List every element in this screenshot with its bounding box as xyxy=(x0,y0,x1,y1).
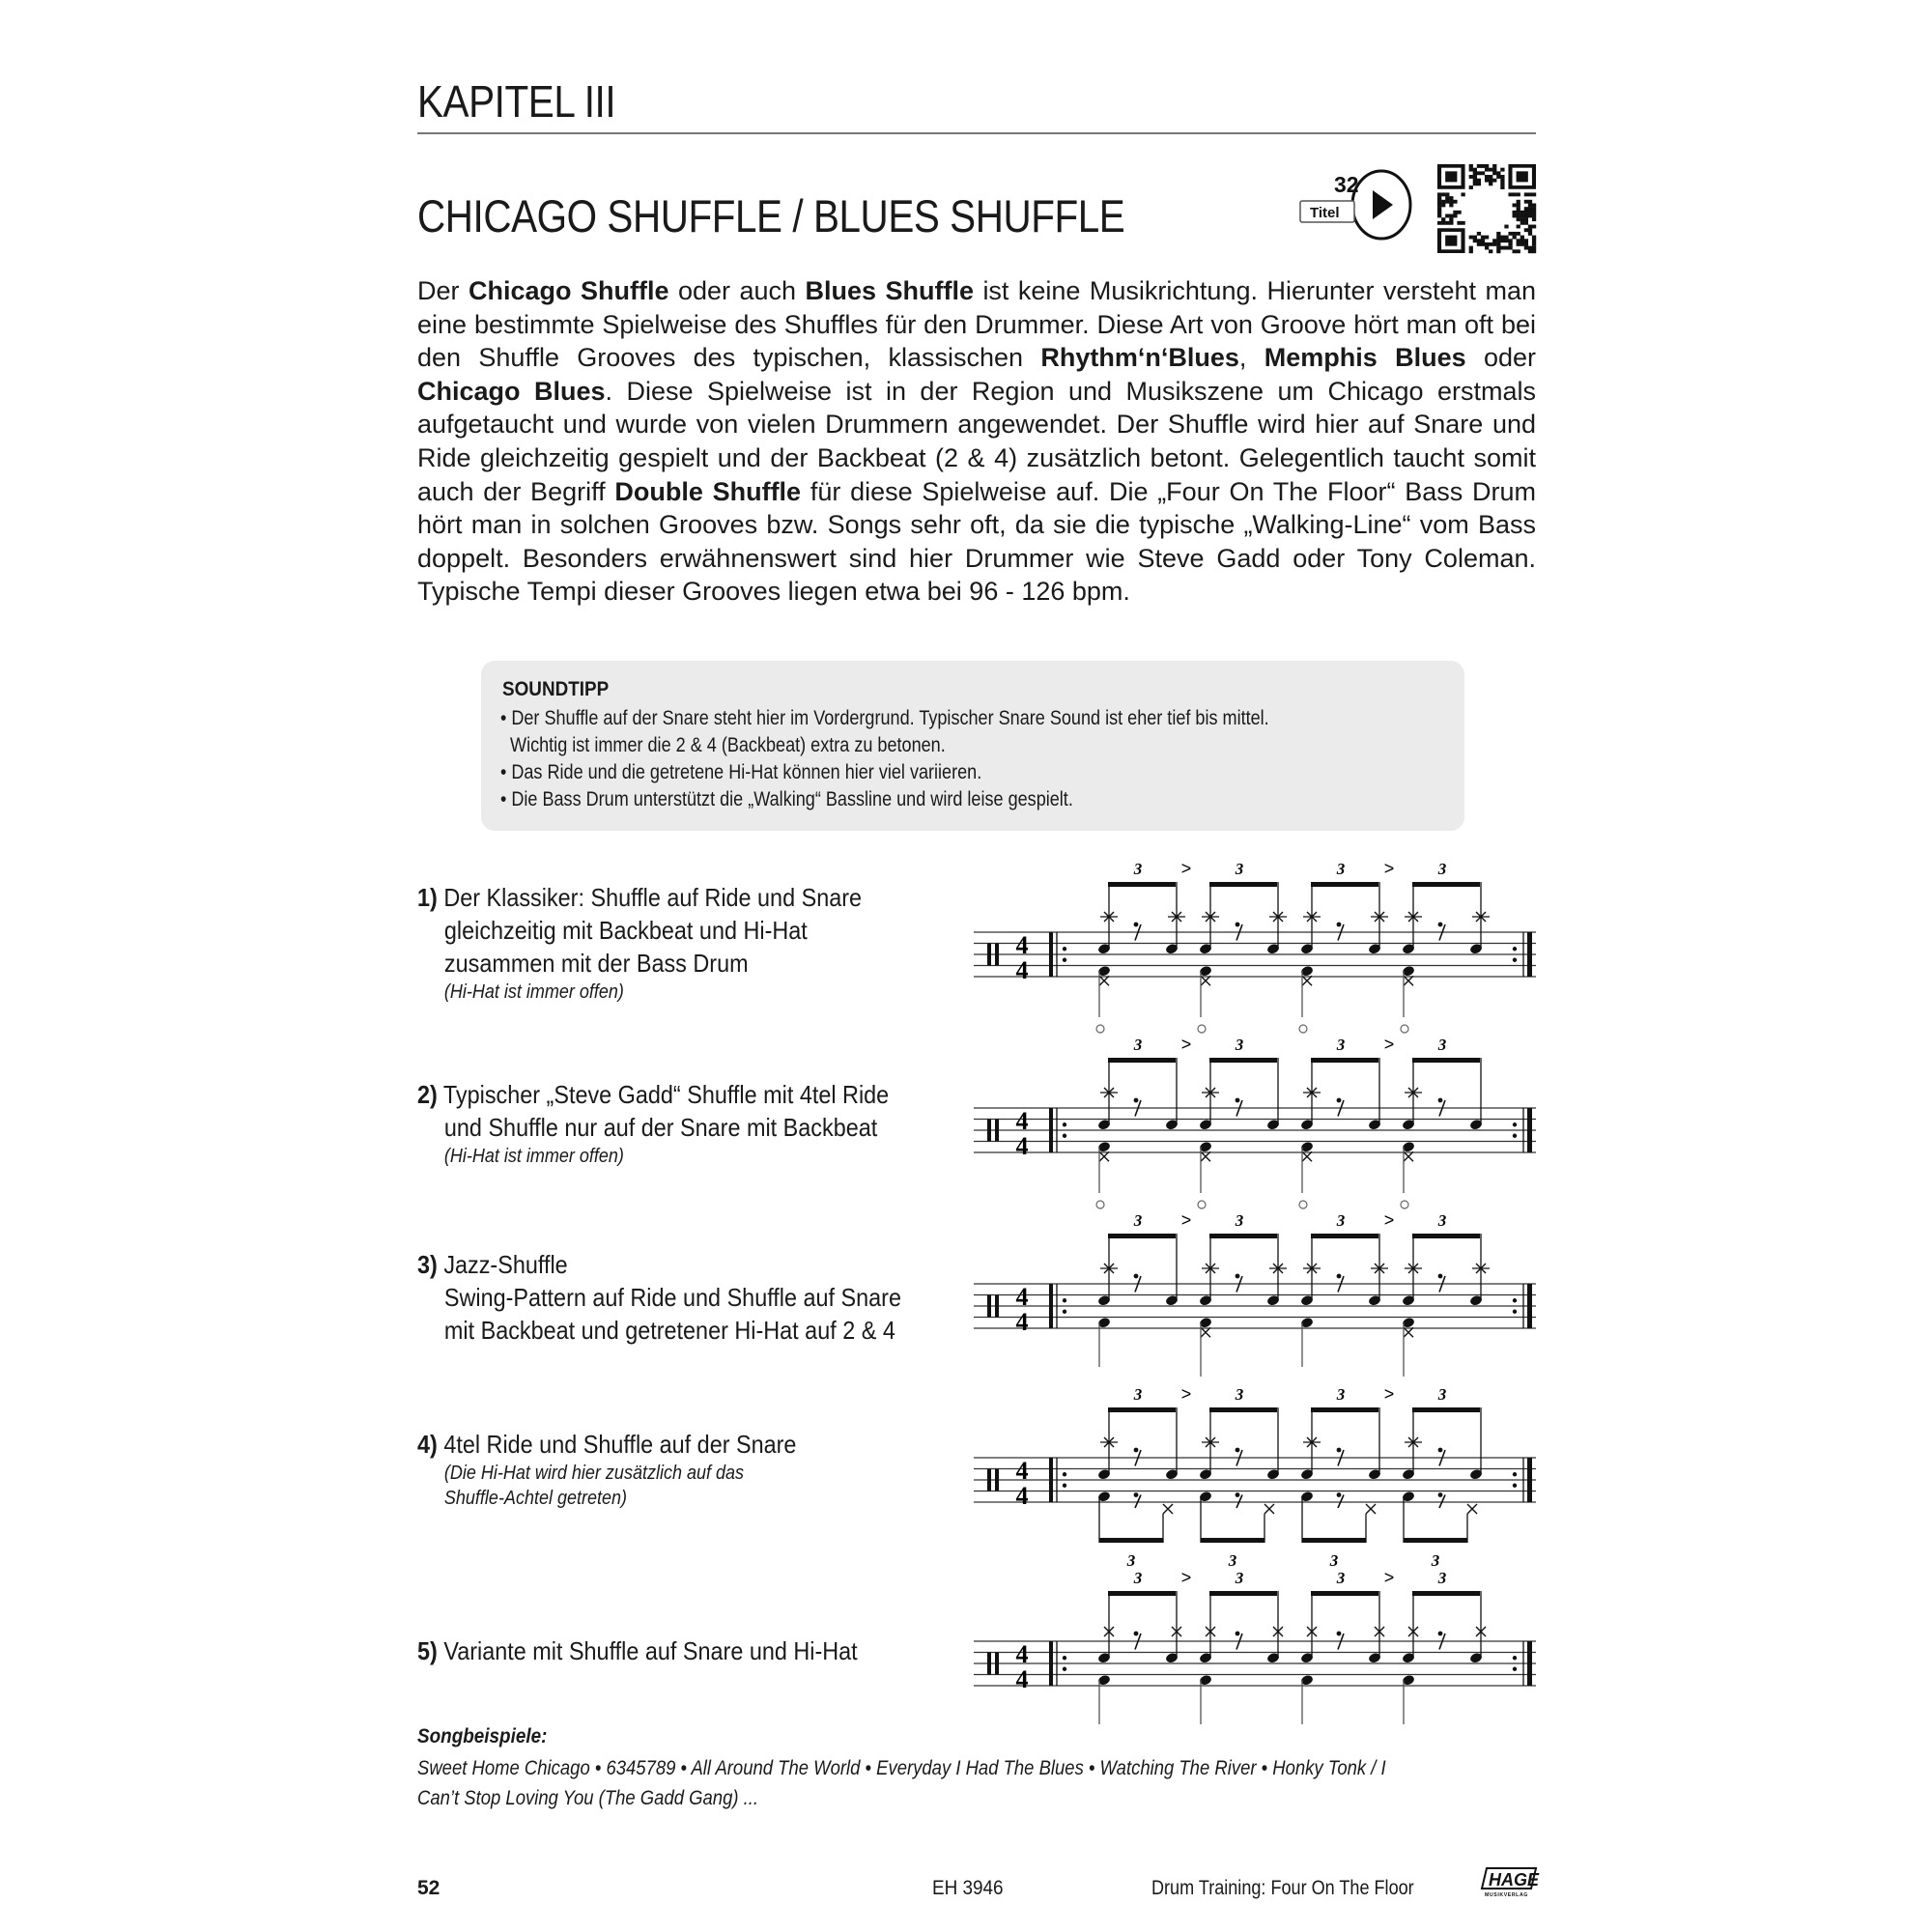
time-signature-bottom: 4 xyxy=(1015,956,1029,984)
edition-code: EH 3946 xyxy=(932,1877,1004,1899)
intro-bold-term: Chicago Blues xyxy=(417,376,606,406)
soundtip-line: Wichtig ist immer die 2 & 4 (Backbeat) extra zu betonen. xyxy=(500,734,946,756)
exercise-text: Swing-Pattern auf Ride und Shuffle auf Snare xyxy=(443,1283,901,1312)
beam xyxy=(1209,1234,1277,1238)
exercise-text: 4tel Ride und Shuffle auf der Snare xyxy=(443,1430,797,1459)
time-signature-bottom: 4 xyxy=(1015,1665,1029,1693)
repeat-end-thick xyxy=(1527,1284,1532,1328)
page-number: 52 xyxy=(417,1877,440,1899)
repeat-dot xyxy=(1063,1122,1066,1126)
time-signature-top: 4 xyxy=(1015,1640,1029,1668)
chapter-divider xyxy=(417,132,1536,134)
repeat-dot xyxy=(1513,1667,1517,1671)
eighth-rest xyxy=(1236,1492,1240,1497)
open-hihat-symbol xyxy=(1096,1201,1104,1208)
exercise-text: Variante mit Shuffle auf Snare und Hi-Hat xyxy=(443,1636,858,1665)
repeat-dot xyxy=(1063,1484,1066,1488)
eighth-rest xyxy=(1134,1274,1139,1279)
beam xyxy=(1209,1407,1277,1412)
eighth-rest xyxy=(1134,923,1139,927)
tuplet-number: 3 xyxy=(1431,1551,1440,1570)
accent-mark: > xyxy=(1383,859,1395,878)
beam xyxy=(1412,1234,1480,1238)
repeat-end-thick xyxy=(1527,932,1532,977)
percussion-clef xyxy=(995,1653,999,1675)
exercise-4-label xyxy=(417,1428,796,1511)
tuplet-number: 3 xyxy=(1437,1211,1447,1230)
eighth-rest xyxy=(1337,1274,1342,1279)
time-signature-top: 4 xyxy=(1015,931,1029,959)
beam xyxy=(1108,1058,1176,1063)
tuplet-number: 3 xyxy=(1329,1551,1339,1570)
tuplet-number: 3 xyxy=(1336,1036,1346,1054)
eighth-rest xyxy=(1337,1448,1342,1453)
beam xyxy=(1311,1591,1378,1596)
repeat-dot xyxy=(1513,947,1517,951)
repeat-dot xyxy=(1063,1656,1066,1660)
exercise-text: Der Klassiker: Shuffle auf Ride und Snare xyxy=(443,883,863,912)
intro-text: Der xyxy=(417,276,469,305)
eighth-rest xyxy=(1438,1448,1443,1453)
percussion-clef xyxy=(987,1469,991,1492)
eighth-rest xyxy=(1337,1632,1342,1636)
eighth-rest xyxy=(1236,1448,1240,1453)
exercise-number: 2) xyxy=(417,1080,438,1109)
repeat-end-thick xyxy=(1527,1458,1532,1502)
percussion-clef xyxy=(995,944,999,966)
eighth-rest xyxy=(1337,923,1342,927)
repeat-start-thick xyxy=(1049,1284,1053,1328)
eighth-rest xyxy=(1236,1098,1240,1103)
exercise-number: 3) xyxy=(417,1250,438,1279)
beam xyxy=(1412,1591,1480,1596)
eighth-rest xyxy=(1438,1632,1443,1636)
repeat-start-thick xyxy=(1049,1108,1053,1152)
eighth-rest xyxy=(1236,923,1240,927)
beam xyxy=(1201,1538,1264,1543)
eighth-rest xyxy=(1236,1632,1240,1636)
repeat-dot xyxy=(1513,1484,1517,1488)
repeat-end-thick xyxy=(1527,1108,1532,1152)
exercise-text: Typischer „Steve Gadd“ Shuffle mit 4tel Ride xyxy=(442,1080,890,1109)
repeat-dot xyxy=(1513,1310,1517,1314)
exercise-5-label xyxy=(417,1634,858,1667)
exercise-3-label xyxy=(417,1248,901,1347)
accent-mark: > xyxy=(1180,859,1192,878)
audio-track-button[interactable] xyxy=(1293,166,1418,243)
intro-bold-term: Memphis Blues xyxy=(1264,343,1466,373)
intro-text: . Diese Spielweise ist in der Region und Musikszene um Chicago erstmals aufgetaucht und wurde von vielen Drummern angewendet. Der Shuffle wird hier auf Snare und Ride gleichzeitig gespielt und der Backbeat (2 & 4) zusätzlich betont. Gelegentlich taucht somit auch der Begriff xyxy=(417,376,1536,506)
open-hihat-symbol xyxy=(1299,1025,1307,1033)
open-hihat-symbol xyxy=(1198,1201,1206,1208)
open-hihat-symbol xyxy=(1096,1025,1104,1033)
tuplet-number: 3 xyxy=(1437,1569,1447,1587)
tuplet-number: 3 xyxy=(1133,1036,1143,1054)
exercise-note: (Hi-Hat ist immer offen) xyxy=(443,981,624,1003)
open-hihat-symbol xyxy=(1401,1201,1408,1208)
exercise-text: gleichzeitig mit Backbeat und Hi-Hat xyxy=(443,916,808,945)
exercise-text: mit Backbeat und getretener Hi-Hat auf 2 & 4 xyxy=(443,1316,895,1345)
repeat-end-thick xyxy=(1527,1641,1532,1686)
repeat-dot xyxy=(1513,1656,1517,1660)
beam xyxy=(1311,1407,1378,1412)
beam xyxy=(1108,1591,1176,1596)
time-signature-bottom: 4 xyxy=(1015,1482,1029,1510)
songs-heading: Songbeispiele: xyxy=(417,1725,548,1747)
tuplet-number: 3 xyxy=(1133,1385,1143,1404)
intro-bold-term: Rhythm‘n‘Blues xyxy=(1040,343,1239,373)
page-title: CHICAGO SHUFFLE / BLUES SHUFFLE xyxy=(417,190,1125,242)
intro-text: ist keine Musikrichtung. Hierunter versteht man eine bestimmte Spielweise des Shuffles für den Drummer. Diese Art von Groove hört man oft bei den Shuffle Grooves des typischen, klassischen xyxy=(417,276,1537,373)
logo-subtext: MUSIKVERLAG xyxy=(1485,1892,1528,1898)
beam xyxy=(1412,1058,1480,1063)
tuplet-number: 3 xyxy=(1336,1569,1346,1587)
exercise-note: (Hi-Hat ist immer offen) xyxy=(443,1146,624,1167)
book-title: Drum Training: Four On The Floor xyxy=(1151,1877,1414,1899)
repeat-dot xyxy=(1063,1310,1066,1314)
repeat-dot xyxy=(1513,958,1517,962)
beam xyxy=(1404,1538,1467,1543)
repeat-dot xyxy=(1063,958,1066,962)
songs-list: Sweet Home Chicago • 6345789 • All Around The World • Everyday I Had The Blues • Watching The River • Honky Tonk / I Can’t Stop Loving You (The Gadd Gang) ... xyxy=(417,1757,1386,1809)
accent-mark: > xyxy=(1180,1568,1192,1587)
exercise-text: zusammen mit der Bass Drum xyxy=(443,949,749,978)
time-signature-top: 4 xyxy=(1015,1283,1029,1311)
tuplet-number: 3 xyxy=(1437,1036,1447,1054)
open-hihat-symbol xyxy=(1198,1025,1206,1033)
play-icon xyxy=(1352,171,1410,239)
track-number: 32 xyxy=(1334,172,1359,197)
percussion-clef xyxy=(995,1295,999,1318)
exercise-1-label xyxy=(417,881,862,1005)
exercise-note: (Die Hi-Hat wird hier zusätzlich auf das xyxy=(443,1463,745,1484)
beam xyxy=(1108,882,1176,887)
exercise-note: Shuffle-Achtel getreten) xyxy=(443,1488,628,1509)
exercise-number: 4) xyxy=(417,1430,438,1459)
repeat-dot xyxy=(1513,1298,1517,1302)
beam xyxy=(1209,1591,1277,1596)
beam xyxy=(1311,882,1378,887)
intro-paragraph xyxy=(417,274,1536,609)
time-signature-top: 4 xyxy=(1015,1457,1029,1485)
accent-mark: > xyxy=(1180,1384,1192,1404)
intro-text: oder auch xyxy=(668,276,806,305)
beam xyxy=(1209,1058,1277,1063)
drum-notation-3 xyxy=(974,1211,1538,1376)
eighth-rest xyxy=(1337,1492,1342,1497)
accent-mark: > xyxy=(1383,1035,1395,1054)
chapter-heading: KAPITEL III xyxy=(417,76,616,127)
tuplet-number: 3 xyxy=(1133,1569,1143,1587)
eighth-rest xyxy=(1438,1274,1443,1279)
beam xyxy=(1099,1538,1163,1543)
repeat-dot xyxy=(1063,947,1066,951)
accent-mark: > xyxy=(1180,1035,1192,1054)
repeat-dot xyxy=(1513,1122,1517,1126)
repeat-dot xyxy=(1063,1134,1066,1138)
tuplet-number: 3 xyxy=(1235,860,1244,878)
soundtip-line: • Der Shuffle auf der Snare steht hier im Vordergrund. Typischer Snare Sound ist eher tief bis mittel. xyxy=(500,707,1269,729)
beam xyxy=(1108,1407,1176,1412)
eighth-rest xyxy=(1134,1492,1139,1497)
logo-text: HAGE xyxy=(1489,1870,1540,1889)
time-signature-bottom: 4 xyxy=(1015,1132,1029,1160)
repeat-dot xyxy=(1513,1472,1517,1476)
drum-notation-5 xyxy=(974,1569,1538,1733)
accent-mark: > xyxy=(1383,1210,1395,1230)
time-signature-top: 4 xyxy=(1015,1107,1029,1135)
exercise-text: und Shuffle nur auf der Snare mit Backbeat xyxy=(443,1113,878,1142)
accent-mark: > xyxy=(1180,1210,1192,1230)
percussion-clef xyxy=(987,944,991,966)
eighth-rest xyxy=(1438,1098,1443,1103)
exercise-number: 5) xyxy=(417,1636,438,1665)
percussion-clef xyxy=(987,1120,991,1142)
exercise-2-label xyxy=(417,1078,889,1169)
tuplet-number: 3 xyxy=(1235,1569,1244,1587)
intro-text: , xyxy=(1238,343,1264,373)
tuplet-number: 3 xyxy=(1133,860,1143,878)
eighth-rest xyxy=(1134,1098,1139,1103)
tuplet-number: 3 xyxy=(1437,860,1447,878)
tuplet-number: 3 xyxy=(1336,860,1346,878)
beam xyxy=(1412,1407,1480,1412)
tuplet-number: 3 xyxy=(1235,1211,1244,1230)
eighth-rest xyxy=(1134,1632,1139,1636)
tuplet-number: 3 xyxy=(1228,1551,1237,1570)
qr-code-icon[interactable] xyxy=(1437,164,1536,253)
repeat-dot xyxy=(1063,1298,1066,1302)
drum-notation-1 xyxy=(974,860,1538,1024)
beam xyxy=(1302,1538,1366,1543)
exercise-number: 1) xyxy=(417,883,438,912)
tuplet-number: 3 xyxy=(1133,1211,1143,1230)
intro-bold-term: Double Shuffle xyxy=(614,476,802,506)
open-hihat-symbol xyxy=(1401,1025,1408,1033)
soundtip-line: • Die Bass Drum unterstützt die „Walking“ Bassline und wird leise gespielt. xyxy=(500,788,1073,810)
eighth-rest xyxy=(1438,923,1443,927)
tuplet-number: 3 xyxy=(1336,1385,1346,1404)
open-hihat-symbol xyxy=(1299,1201,1307,1208)
intro-bold-term: Blues Shuffle xyxy=(805,276,974,305)
repeat-start-thick xyxy=(1049,1641,1053,1686)
accent-mark: > xyxy=(1383,1568,1395,1587)
tuplet-number: 3 xyxy=(1437,1385,1447,1404)
tuplet-number: 3 xyxy=(1235,1036,1244,1054)
percussion-clef xyxy=(995,1469,999,1492)
percussion-clef xyxy=(995,1120,999,1142)
eighth-rest xyxy=(1236,1274,1240,1279)
eighth-rest xyxy=(1438,1492,1443,1497)
tuplet-number: 3 xyxy=(1126,1551,1136,1570)
tuplet-number: 3 xyxy=(1336,1211,1346,1230)
time-signature-bottom: 4 xyxy=(1015,1308,1029,1336)
repeat-dot xyxy=(1063,1472,1066,1476)
repeat-dot xyxy=(1513,1134,1517,1138)
soundtip-line: • Das Ride und die getretene Hi-Hat können hier viel variieren. xyxy=(500,761,982,783)
drum-notation-4 xyxy=(974,1384,1538,1570)
intro-bold-term: Chicago Shuffle xyxy=(468,276,669,305)
tuplet-number: 3 xyxy=(1235,1385,1244,1404)
beam xyxy=(1108,1234,1176,1238)
soundtip-heading: SOUNDTIPP xyxy=(502,678,610,700)
eighth-rest xyxy=(1134,1448,1139,1453)
beam xyxy=(1209,882,1277,887)
intro-text: für diese Spielweise auf. Die „Four On The Floor“ Bass Drum hört man in solchen Grooves bzw. Songs sehr oft, da sie die typische „Walking-Line“ vom Bass doppelt. Besonders erwähnenswert sind hier Drummer wie Steve Gadd oder Tony Coleman. Typische Tempi dieser Grooves liegen etwa bei 96 - 126 bpm. xyxy=(417,476,1536,607)
accent-mark: > xyxy=(1383,1384,1395,1404)
repeat-start-thick xyxy=(1049,1458,1053,1502)
repeat-start-thick xyxy=(1049,932,1053,977)
intro-text: oder xyxy=(1465,343,1536,373)
repeat-dot xyxy=(1063,1667,1066,1671)
percussion-clef xyxy=(987,1295,991,1318)
percussion-clef xyxy=(987,1653,991,1675)
exercise-text: Jazz-Shuffle xyxy=(443,1250,568,1279)
beam xyxy=(1311,1058,1378,1063)
publisher-logo xyxy=(1481,1867,1540,1900)
drum-notation-2 xyxy=(974,1036,1538,1200)
track-label: Titel xyxy=(1310,205,1340,221)
beam xyxy=(1311,1234,1378,1238)
beam xyxy=(1412,882,1480,887)
eighth-rest xyxy=(1337,1098,1342,1103)
soundtip-box xyxy=(481,661,1464,831)
